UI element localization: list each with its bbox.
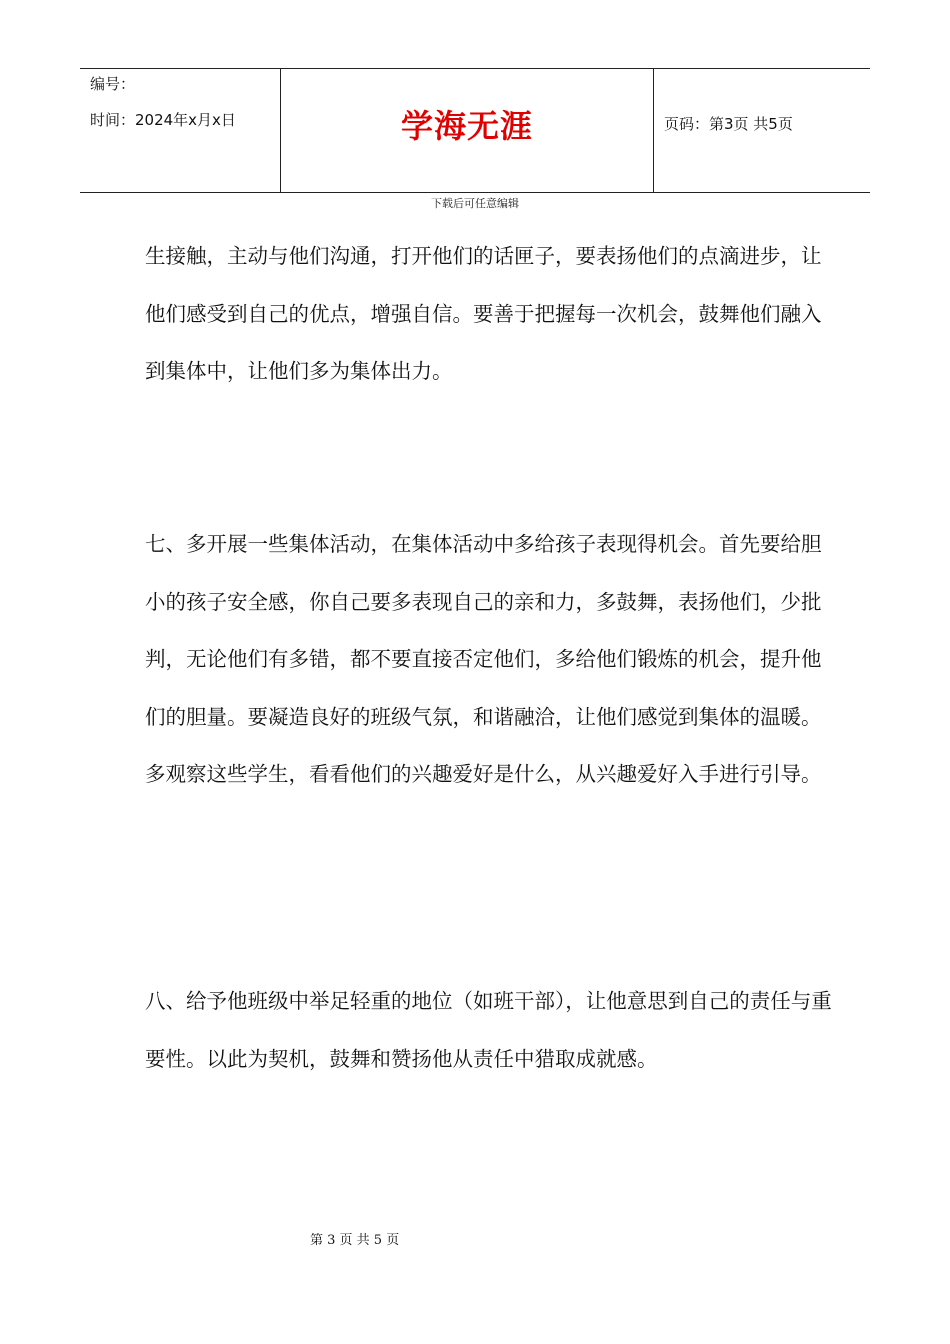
header-meta-cell [80, 69, 281, 192]
header-brand-cell [281, 69, 654, 192]
document-date-label: 时间：2024年x月x日 [90, 111, 236, 129]
brand-title: 学海无涯 [400, 107, 533, 145]
document-number-label: 编号： [90, 75, 136, 93]
body-paragraph: 七、多开展一些集体活动，在集体活动中多给孩子表现得机会。首先要给胆小的孩子安全感，你自己要多表现自己的亲和力，多鼓舞，表扬他们，少批判，无论他们有多错，都不要直接否定他们，多给他们锻炼的机会，提升他们的胆量。要凝造良好的班级气氛，和谐融洽，让他们感觉到集体的温暖。多观察这些学生，看看他们的兴趣爱好是什么，从兴趣爱好入手进行引导。 [145, 532, 822, 786]
body-paragraph: 生接触，主动与他们沟通，打开他们的话匣子，要表扬他们的点滴进步，让他们感受到自己的优点，增强自信。要善于把握每一次机会，鼓舞他们融入到集体中，让他们多为集体出力。 [145, 244, 822, 383]
footer-page-number: 第 3 页 共 5 页 [310, 1233, 400, 1248]
document-header-table [80, 68, 870, 193]
body-paragraph: 八、给予他班级中举足轻重的地位（如班干部），让他意思到自己的责任与重要性。以此为契机，鼓舞和赞扬他从责任中猎取成就感。 [145, 989, 832, 1071]
download-note: 下载后可任意编辑 [431, 197, 519, 210]
header-page-code: 页码：第3页 共5页 [664, 115, 793, 133]
header-page-cell [654, 69, 870, 192]
